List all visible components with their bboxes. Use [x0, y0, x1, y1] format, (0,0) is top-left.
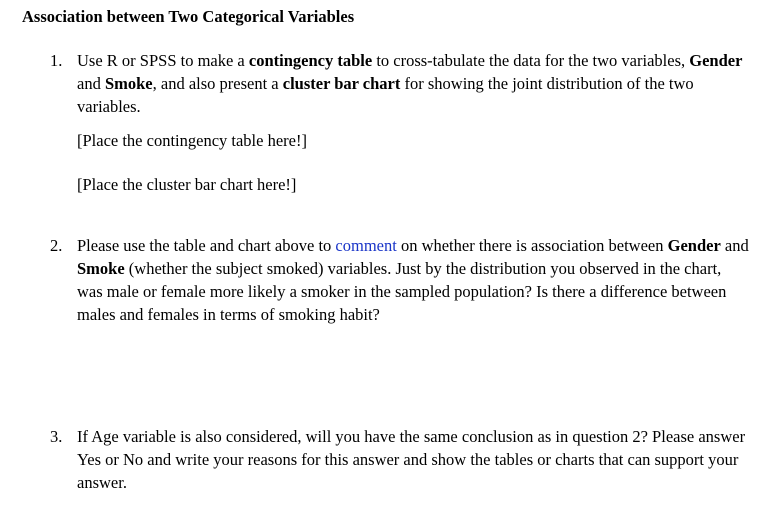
question-text: Please use the table and chart above to comment on whether there is association between Gender and Smoke (whether the subject smoked) variables. Just by the distribution you observed in the chart, was male or female more likely a smoker in the sampled population? Is there a difference between males and females in terms of smoking habit?: [77, 236, 749, 324]
term-cluster-bar-chart: cluster bar chart: [282, 74, 401, 93]
question-number: 1.: [50, 51, 63, 70]
question-text: Use R or SPSS to make a contingency table to cross-tabulate the data for the two variables, Gender and Smoke, and also present a cluster bar chart for showing the joint distribution of the two variables.: [77, 51, 743, 116]
question-text: If Age variable is also considered, will you have the same conclusion as in question 2? Please answer Yes or No and write your reasons for this answer and show the tables or charts that can support your answer.: [77, 427, 746, 492]
term-smoke: Smoke: [104, 74, 153, 93]
question-number: 2.: [50, 236, 63, 255]
comment-link[interactable]: comment: [335, 236, 397, 255]
term-gender: Gender: [667, 236, 721, 255]
cluster-bar-chart-placeholder: [Place the cluster bar chart here!]: [77, 175, 297, 194]
question-3: [50, 425, 750, 494]
question-2: [50, 234, 750, 326]
document-heading: Association between Two Categorical Variables: [22, 7, 355, 26]
contingency-table-placeholder: [Place the contingency table here!]: [77, 131, 307, 150]
term-contingency-table: contingency table: [248, 51, 373, 70]
question-number: 3.: [50, 427, 63, 446]
term-smoke: Smoke: [77, 259, 125, 278]
term-gender: Gender: [689, 51, 743, 70]
question-1: [50, 49, 750, 118]
